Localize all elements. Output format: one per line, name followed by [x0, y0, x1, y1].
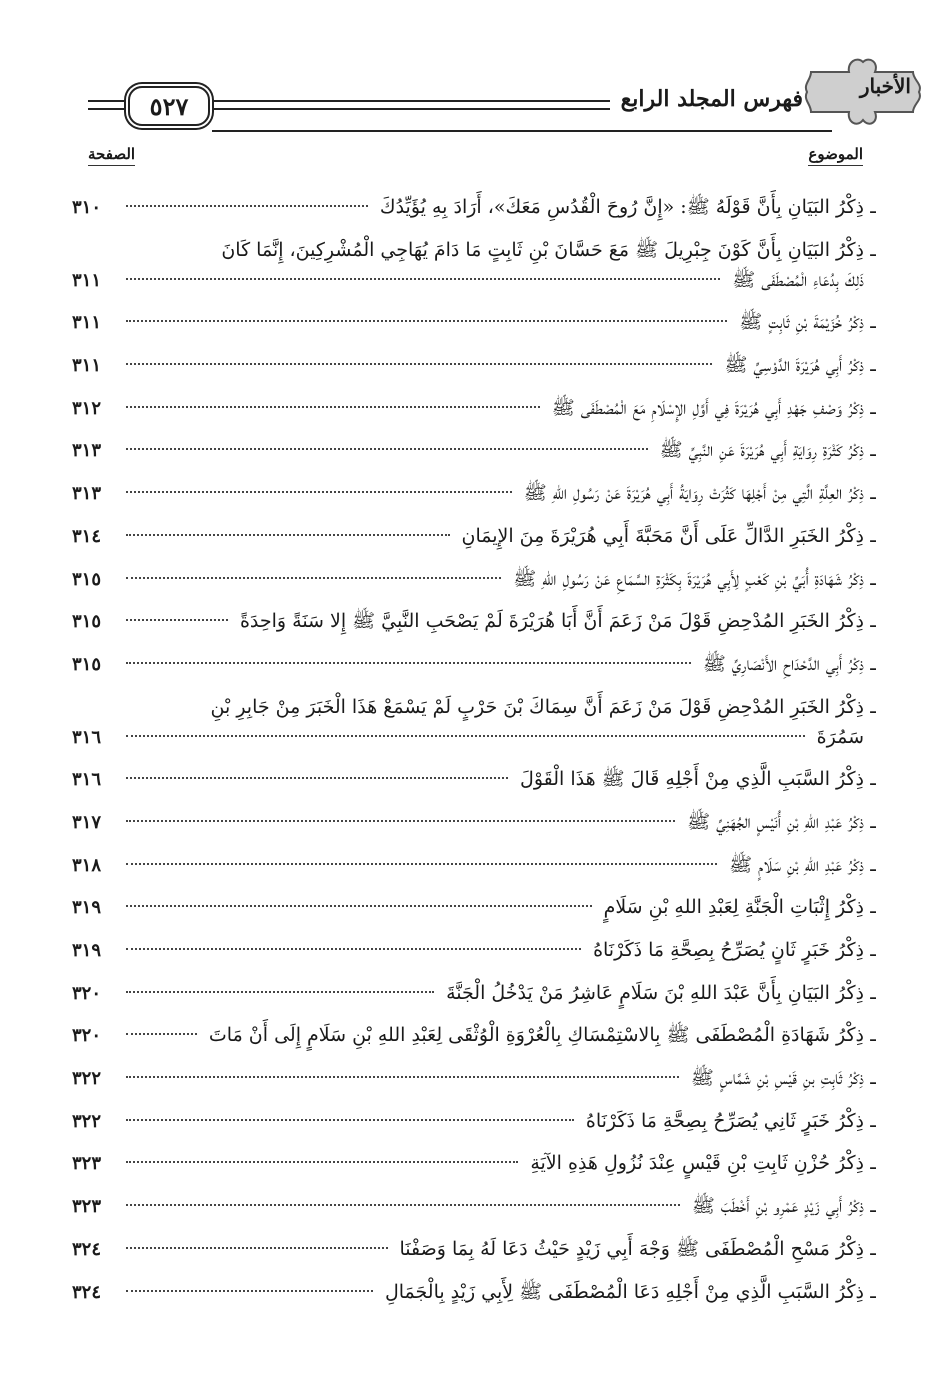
header-rule-left-2: [88, 108, 126, 110]
entry-text: ذِكْرُ إِثْبَاتِ الْجَنَّةِ لِعَبْدِ اللهِ بْنِ سَلَامٍ: [603, 896, 864, 919]
entry-bullet: ـ: [870, 1067, 876, 1090]
entry-text: ذِكْرُ البَيَانِ بِأَنَّ كَوْنَ جِبْرِيلَ ﷺ مَعَ حَسَّانَ بْنِ ثَابِتٍ مَا دَامَ يُهَاجِي الْمُشْرِكِينَ، إِنَّمَا كَانَ: [221, 238, 864, 261]
index-entry[interactable]: [72, 235, 882, 296]
leader-dots: [126, 1076, 679, 1078]
index-entry[interactable]: [72, 1063, 882, 1094]
index-entry[interactable]: [72, 1277, 882, 1308]
entry-page: ٣١١: [72, 312, 102, 334]
entry-text: ذِكْرُ أَبِي زَيْدٍ عَمْرِو بْنِ أَخْطَبَ ﷺ: [691, 1195, 864, 1218]
index-entries: [72, 192, 882, 1319]
entry-bullet: ـ: [870, 311, 876, 334]
entry-page: ٣٢٢: [72, 1110, 102, 1132]
entry-page: ٣٢٠: [72, 1025, 102, 1047]
entry-page: ٣٢٠: [72, 982, 102, 1004]
leader-dots: [126, 1033, 197, 1035]
entry-page: ٣٢٣: [72, 1196, 102, 1218]
entry-bullet: ـ: [870, 652, 876, 675]
entry-text: ذِكْرُ الخَبَرِ المُدْحِضِ قَوْلَ مَنْ زَعَمَ أَنَّ سِمَاكَ بْنَ حَرْبٍ لَمْ يَسْمَعْ هَذَا الْخَبَرَ مِنْ جَابِرِ بْنِ: [210, 695, 864, 718]
entry-bullet: ـ: [870, 1195, 876, 1218]
entry-page: ٣٢٢: [72, 1068, 102, 1090]
entry-text: ذِكْرُ مَسْحِ الْمُصْطَفَى ﷺ وَجْهَ أَبِي زَيْدٍ حَيْثُ دَعَا لَهُ بِمَا وَصَفْنَا: [399, 1237, 864, 1260]
leader-dots: [126, 363, 712, 365]
entry-text: ذِكْرُ عَبْدِ اللهِ بْنِ أُنَيْسٍ الجُهَنِيِّ ﷺ: [687, 810, 864, 833]
entry-bullet: ـ: [870, 1152, 876, 1175]
index-entry[interactable]: [72, 692, 882, 753]
entry-text: ذِكْرُ السَّبَبِ الَّذِي مِنْ أَجْلِهِ قَالَ ﷺ هَذَا الْقَوْلَ: [520, 768, 864, 791]
entry-bullet: ـ: [870, 896, 876, 919]
column-header-page: الصفحة: [88, 145, 135, 166]
entry-page: ٣٢٣: [72, 1153, 102, 1175]
index-entry[interactable]: [72, 435, 882, 466]
index-entry[interactable]: [72, 521, 882, 552]
entry-page: ٣١٦: [72, 726, 102, 748]
entry-page: ٣١٢: [72, 397, 102, 419]
leader-dots: [126, 619, 228, 621]
leader-dots: [126, 320, 727, 322]
entry-text: ذِكْرُ شَهَادَةِ أُبَيِّ بْنِ كَعْبٍ لِأَبِي هُرَيْرَةَ بِكَثْرَةِ السَّمَاعِ عَنْ رَسُولِ اللهِ ﷺ: [513, 567, 864, 590]
entry-page: ٣١٩: [72, 940, 102, 961]
entry-text: ذِكْرُ أَبِي هُرَيْرَةَ الدَّوْسِيِّ ﷺ: [724, 354, 864, 377]
entry-page: ٣١٥: [72, 611, 102, 633]
header-rule-bottom: [212, 130, 832, 132]
leader-dots: [126, 1290, 373, 1292]
leader-dots: [126, 205, 368, 207]
index-entry[interactable]: [72, 850, 882, 881]
entry-page: ٣١٦: [72, 769, 102, 791]
entry-bullet: ـ: [870, 238, 876, 261]
badge-label: الأخبار: [859, 74, 911, 98]
entry-text: ذِكْرُ حُزْنِ ثَابِتِ بْنِ قَيْسٍ عِنْدَ نُزُولِ هَذِهِ الآيَةِ: [530, 1152, 864, 1175]
leader-dots: [126, 863, 717, 865]
index-entry[interactable]: [72, 1148, 882, 1179]
entry-text: ذِكْرُ عَبْدِ اللهِ بْنِ سَلَامٍ ﷺ: [729, 853, 864, 876]
leader-dots: [126, 905, 592, 907]
entry-text: ذِكْرُ خَبَرٍ ثَانِي يُصَرِّحُ بِصِحَّةِ مَا ذَكَرْنَاهُ: [585, 1109, 864, 1132]
index-entry[interactable]: [72, 978, 882, 1009]
entry-bullet: ـ: [870, 524, 876, 547]
leader-dots: [126, 777, 508, 779]
entry-page: ٣١٨: [72, 854, 102, 876]
index-entry[interactable]: [72, 393, 882, 424]
index-entry[interactable]: [72, 892, 882, 923]
leader-dots: [126, 820, 675, 822]
entry-bullet: ـ: [870, 810, 876, 833]
entry-text: ذِكْرُ البَيَانِ بِأَنَّ عَبْدَ اللهِ بْنَ سَلَامٍ عَاشِرُ مَنْ يَدْخُلُ الْجَنَّةَ: [446, 981, 864, 1004]
leader-dots: [126, 1119, 574, 1121]
entry-bullet: ـ: [870, 853, 876, 876]
index-entry[interactable]: [72, 649, 882, 680]
entry-bullet: ـ: [870, 396, 876, 419]
index-entry[interactable]: [72, 192, 882, 223]
header-rule-middle: [212, 100, 610, 102]
entry-page: ٣١٣: [72, 440, 102, 462]
entry-bullet: ـ: [870, 439, 876, 462]
entry-text: ذِكْرُ ثَابِتِ بنِ قَيْسِ بْنِ شَمَّاسٍ ﷺ: [690, 1067, 864, 1090]
entry-bullet: ـ: [870, 1024, 876, 1047]
index-entry[interactable]: [72, 1106, 882, 1137]
entry-text: ذِكْرُ البَيَانِ بِأَنَّ قَوْلَهُ ﷺ: «إِنَّ رُوحَ الْقُدُسِ مَعَكَ»، أَرَادَ بِهِ يُؤَيِّدُكَ: [379, 196, 864, 218]
entry-bullet: ـ: [870, 1109, 876, 1132]
index-entry[interactable]: [72, 1234, 882, 1265]
entry-page: ٣١٥: [72, 653, 102, 675]
leader-dots: [126, 448, 648, 450]
entry-page: ٣١٥: [72, 568, 102, 590]
header-rule-middle-2: [212, 108, 610, 110]
index-entry[interactable]: [72, 935, 882, 966]
page-title: فهرس المجلد الرابع: [620, 86, 803, 112]
entry-text: ذِكْرُ أَبِي الدَّحْدَاحِ الأَنْصَارِيِّ ﷺ: [702, 652, 864, 675]
entry-text: ذِكْرُ خَبَرٍ ثَانٍ يُصَرِّحُ بِصِحَّةِ مَا ذَكَرْنَاهُ: [593, 939, 864, 961]
entry-bullet: ـ: [870, 939, 876, 961]
column-header-topic: الموضوع: [808, 145, 863, 166]
entry-text: ذِكْرُ السَّبَبِ الَّذِي مِنْ أَجْلِهِ دَعَا الْمُصْطَفَى ﷺ لِأَبِي زَيْدٍ بِالْجَمَالِ: [384, 1280, 864, 1303]
entry-text: ذِكْرُ الخَبَرِ الدَّالِّ عَلَى أَنَّ مَحَبَّةَ أَبِي هُرَيْرَةَ مِنَ الإِيمَانِ: [461, 524, 864, 547]
entry-text: ذِكْرُ وَصْفِ جَهْدِ أَبِي هُرَيْرَةَ فِي أَوَّلِ الإِسْلَامِ مَعَ الْمُصْطَفَى ﷺ: [551, 396, 864, 419]
leader-dots: [126, 406, 540, 408]
entry-text: ذِكْرُ خُزَيْمَةَ بْنِ ثَابِتٍ ﷺ: [739, 311, 864, 334]
entry-page: ٣١٠: [72, 197, 102, 218]
index-entry[interactable]: [72, 564, 882, 595]
leader-dots: [126, 534, 450, 536]
entry-text: ذِكْرُ العِلَّةِ الَّتِي مِنْ أَجْلِهَا كَثُرَتْ رِوَايَةُ أَبِي هُرَيْرَةَ عَنْ رَسُولِ اللهِ ﷺ: [523, 482, 864, 505]
entry-page: ٣٢٤: [72, 1238, 102, 1260]
index-entry[interactable]: [72, 1191, 882, 1222]
entry-page: ٣١٤: [72, 525, 102, 547]
page-number: ٥٢٧: [128, 86, 210, 126]
entry-bullet: ـ: [870, 1280, 876, 1303]
entry-page: ٣٢٤: [72, 1281, 102, 1303]
index-entry[interactable]: [72, 807, 882, 838]
entry-bullet: ـ: [870, 567, 876, 590]
entry-bullet: ـ: [870, 981, 876, 1004]
index-entry[interactable]: [72, 350, 882, 381]
leader-dots: [126, 1204, 680, 1206]
leader-dots: [126, 577, 501, 579]
leader-dots: [126, 491, 512, 493]
index-entry[interactable]: [72, 1020, 882, 1051]
entry-page: ٣١٣: [72, 483, 102, 505]
entry-page: ٣١٩: [72, 897, 102, 919]
entry-bullet: ـ: [870, 482, 876, 505]
entry-page: ٣١١: [72, 269, 102, 291]
entry-bullet: ـ: [870, 768, 876, 791]
entry-text: ذِكْرُ شَهَادَةِ الْمُصْطَفَى ﷺ بِالاسْتِمْسَاكِ بِالْعُرْوَةِ الْوُثْقَى لِعَبْدِ اللهِ بْنِ سَلَامٍ إِلَى أَنْ مَاتَ: [208, 1024, 864, 1047]
leader-dots: [126, 991, 434, 993]
header-rule-left: [88, 100, 126, 102]
index-entry[interactable]: [72, 764, 882, 795]
leader-dots: [126, 948, 581, 950]
entry-page: ٣١٧: [72, 811, 102, 833]
entry-bullet: ـ: [870, 610, 876, 633]
index-entry[interactable]: [72, 478, 882, 509]
page-header: [0, 0, 951, 140]
index-entry[interactable]: [72, 606, 882, 637]
leader-dots: [126, 278, 720, 280]
leader-dots: [126, 735, 805, 737]
entry-text: ذِكْرُ الخَبَرِ المُدْحِضِ قَوْلَ مَنْ زَعَمَ أَنَّ أَبَا هُرَيْرَةَ لَمْ يَصْحَبِ النَّبِيَّ ﷺ إِلا سَنَةً وَاحِدَةً: [239, 610, 864, 633]
entry-text: ذِكْرُ كَثْرَةِ رِوَايَةِ أَبِي هُرَيْرَةَ عَنِ النَّبِيِّ ﷺ: [659, 439, 864, 462]
entry-page: ٣١١: [72, 355, 102, 377]
entry-bullet: ـ: [870, 695, 876, 718]
leader-dots: [126, 662, 691, 664]
entry-text-continued: سَمُرَةَ: [816, 725, 864, 748]
index-entry[interactable]: [72, 307, 882, 338]
entry-text-continued: ذَلِكَ بِدُعَاءِ الْمُصْطَفَى ﷺ: [732, 268, 864, 291]
entry-bullet: ـ: [870, 1237, 876, 1260]
leader-dots: [126, 1247, 388, 1249]
entry-bullet: ـ: [870, 354, 876, 377]
entry-bullet: ـ: [870, 196, 876, 218]
leader-dots: [126, 1161, 518, 1163]
